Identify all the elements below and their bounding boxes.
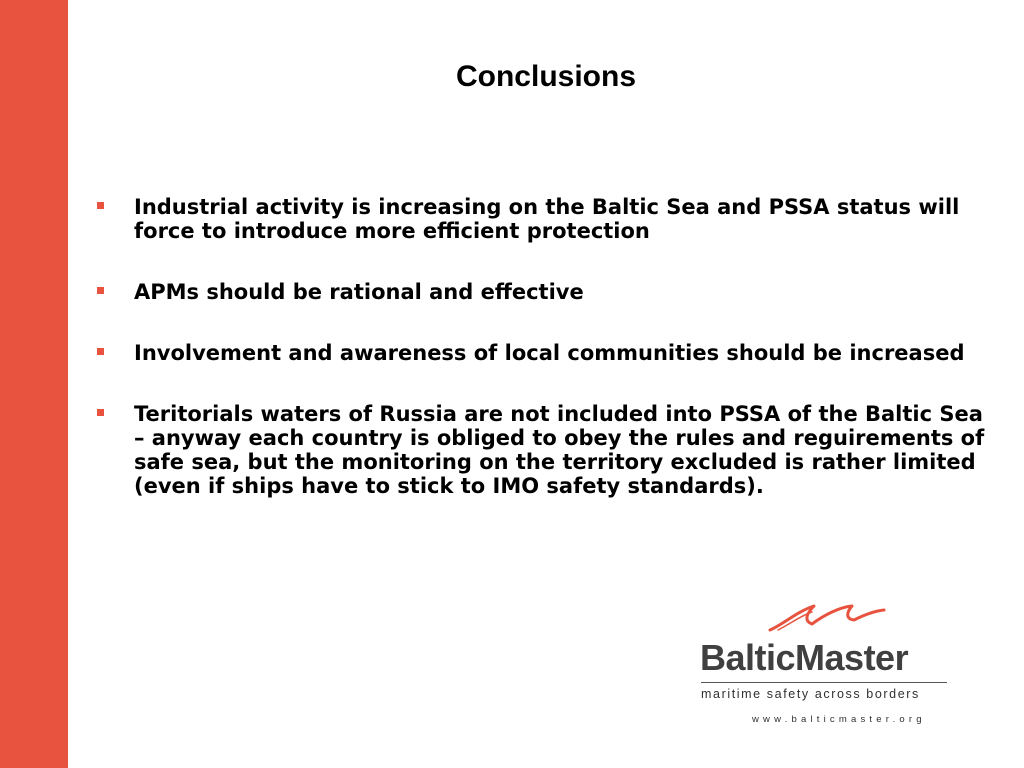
balticmaster-logo: [700, 603, 952, 728]
logo-divider: [701, 682, 947, 683]
bullet-text: Industrial activity is increasing on the Baltic Sea and PSSA status will force to introduce more efficient protection: [134, 195, 960, 243]
square-bullet-icon: [97, 202, 104, 209]
bullet-text: Teritorials waters of Russia are not included into PSSA of the Baltic Sea – anyway each country is obliged to obey the rules and reguirements of safe sea, but the monitoring on the territory excluded is rather limited (even if ships have to stick to IMO safety standards).: [134, 402, 985, 498]
bullet-text: Involvement and awareness of local communities should be increased: [134, 341, 965, 365]
logo-name: BalticMaster: [700, 637, 909, 678]
bullet-text: APMs should be rational and effective: [134, 280, 584, 304]
logo-tagline: maritime safety across borders: [701, 687, 920, 701]
bullet-item: [96, 195, 991, 243]
slide-title: Conclusions: [455, 60, 636, 93]
bullet-item: [96, 280, 991, 304]
bullet-item: [96, 402, 991, 498]
website-link[interactable]: www.balticmaster.org: [752, 714, 926, 725]
wave-swoosh-icon: [768, 603, 886, 633]
square-bullet-icon: [97, 287, 104, 294]
side-accent-bar: [0, 0, 68, 768]
square-bullet-icon: [97, 348, 104, 355]
bullet-item: [96, 341, 991, 365]
bullet-list: [96, 195, 991, 535]
square-bullet-icon: [97, 409, 104, 416]
